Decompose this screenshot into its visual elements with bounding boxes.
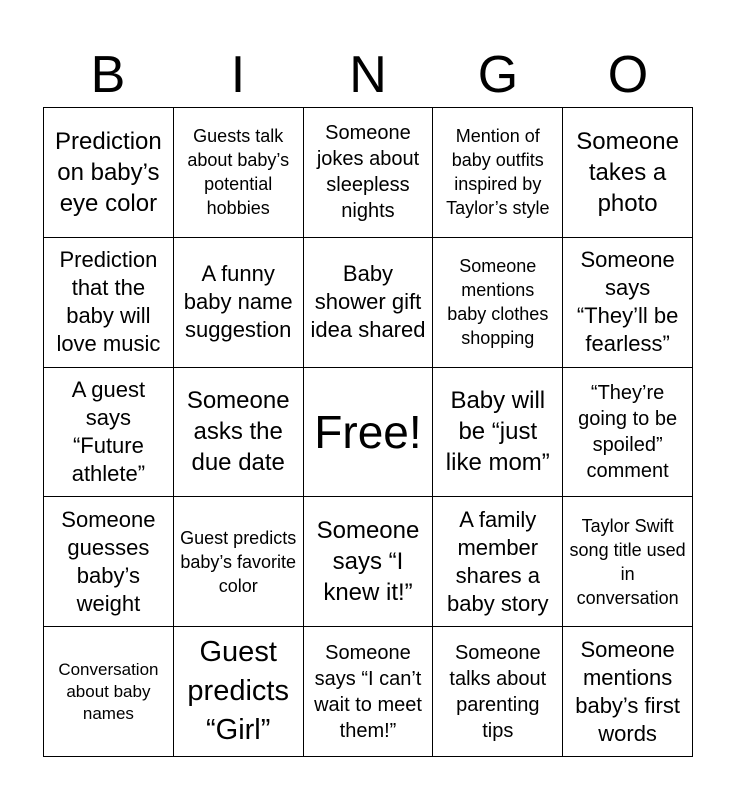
bingo-cell[interactable] (174, 368, 304, 498)
cell-text: Someone says “I knew it!” (316, 517, 420, 607)
bingo-cell[interactable] (44, 108, 174, 238)
cell-text: A guest says “Future athlete” (71, 376, 146, 486)
free-space-cell[interactable] (304, 368, 434, 498)
bingo-cell[interactable] (174, 238, 304, 368)
bingo-header (43, 44, 693, 106)
bingo-cell[interactable] (304, 497, 434, 627)
bingo-cell[interactable] (44, 497, 174, 627)
cell-text: Conversation about baby names (58, 659, 159, 723)
header-letter-n: N (349, 46, 387, 104)
bingo-cell[interactable] (563, 108, 693, 238)
bingo-cell[interactable] (433, 238, 563, 368)
cell-text: Guests talk about baby’s potential hobbies (187, 126, 290, 219)
cell-text: A funny baby name suggestion (183, 261, 293, 343)
header-letter-i: I (230, 46, 246, 104)
cell-text: Someone says “I can’t wait to meet them!” (314, 641, 422, 742)
cell-text: A family member shares a baby story (447, 506, 549, 616)
header-letter-g: G (477, 46, 519, 104)
header-letter-b: B (90, 46, 126, 104)
bingo-cell[interactable] (44, 627, 174, 757)
bingo-cell[interactable] (433, 108, 563, 238)
cell-text: Prediction that the baby will love music (56, 247, 161, 357)
cell-text: Baby will be “just like mom” (445, 387, 550, 477)
cell-text: Taylor Swift song title used in conversation (569, 515, 686, 608)
bingo-cell[interactable] (433, 497, 563, 627)
bingo-cell[interactable] (44, 368, 174, 498)
bingo-grid (43, 107, 693, 757)
cell-text: Someone talks about parenting tips (449, 641, 547, 742)
bingo-cell[interactable] (563, 238, 693, 368)
header-letter-o: O (607, 46, 649, 104)
bingo-cell[interactable] (174, 497, 304, 627)
cell-text: Prediction on baby’s eye color (55, 127, 162, 217)
cell-text: Someone takes a photo (576, 127, 679, 217)
bingo-cell[interactable] (433, 368, 563, 498)
bingo-cell[interactable] (174, 627, 304, 757)
cell-text: Someone says “They’ll be fearless” (576, 247, 679, 357)
cell-text: “They’re going to be spoiled” comment (578, 381, 678, 482)
bingo-cell[interactable] (304, 627, 434, 757)
bingo-cell[interactable] (563, 368, 693, 498)
bingo-cell[interactable] (304, 238, 434, 368)
cell-text: Guest predicts “Girl” (187, 636, 289, 747)
cell-text: Baby shower gift idea shared (310, 261, 426, 343)
cell-text: Someone mentions baby’s first words (575, 636, 680, 746)
cell-text: Someone guesses baby’s weight (61, 506, 156, 616)
bingo-cell[interactable] (433, 627, 563, 757)
cell-text: Someone asks the due date (186, 387, 290, 477)
bingo-cell[interactable] (563, 497, 693, 627)
bingo-cell[interactable] (44, 238, 174, 368)
bingo-cell[interactable] (563, 627, 693, 757)
bingo-cell[interactable] (174, 108, 304, 238)
bingo-cell[interactable] (304, 108, 434, 238)
free-space-text: Free! (314, 405, 422, 458)
cell-text: Guest predicts baby’s favorite color (180, 527, 297, 596)
cell-text: Someone jokes about sleepless nights (316, 122, 420, 223)
cell-text: Someone mentions baby clothes shopping (447, 256, 549, 349)
cell-text: Mention of baby outfits inspired by Taylor’s style (446, 126, 550, 219)
